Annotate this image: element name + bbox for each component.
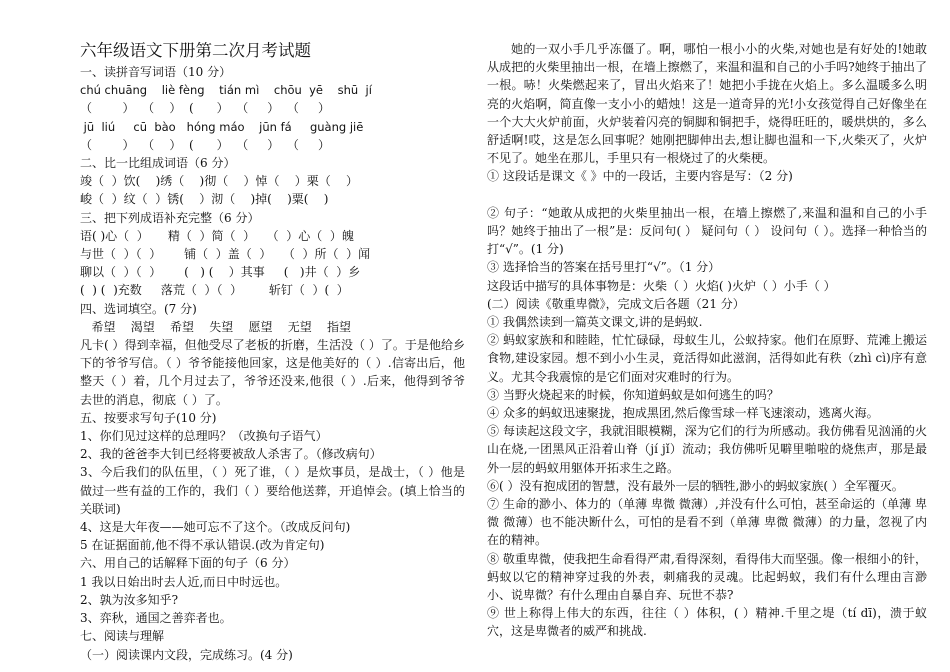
reading-question-2: ② 句子：“她敢从成把的火柴里抽出一根，在墙上擦燃了,来温和温和自己的小手吗？她终于抽出了一根”是：反问句( ） 疑问句（ ） 设问句（ ）。选择一种恰当的打“√”。(1 分): [487, 205, 927, 257]
article-paragraph-5: ⑤ 每读起这段文字，我就泪眼模糊，深为它们的行为所感动。我仿佛看见汹涌的火山在烧,一团黑风正沿着山脊（jí jǐ）流动；我仿佛听见噼里啪啦的烧焦声，那是最外一层的蚂蚁用躯体开拓求生之路。: [487, 424, 927, 475]
explain-sentence-3: 3、弈秋，通国之善弈者也。: [80, 611, 232, 626]
article-paragraph-9: ⑨ 世上称得上伟大的东西，往往（ ）体积，( ）精神.千里之堤（tí dī)，溃于蚁穴，这是卑微者的威严和挑战.: [487, 606, 927, 639]
section5-heading: 五、按要求写句子(10 分): [80, 410, 217, 425]
reading-question-3: ③ 选择恰当的答案在括号里打“√”。（1 分）: [487, 260, 721, 275]
article-paragraph-4: ④ 众多的蚂蚁迅速聚拢，抱成黑团,然后像雪球一样飞速滚动，逃离火海。: [487, 406, 879, 421]
article-paragraph-1: ① 我偶然读到一篇英文课文,讲的是蚂蚁.: [487, 315, 703, 330]
reading-question-1: ① 这段话是课文《 》中的一段话，主要内容是写：（2 分): [487, 169, 793, 184]
explain-sentence-1: 1 我以日始出时去人近,而日中时远也。: [80, 574, 288, 589]
idiom-row-3: 聊以（ ）（ ） ( ) ( ）其事 ( )井（ ）乡: [80, 265, 361, 280]
answer-blanks-row-2: （ ） （ ） ( ） （ ） （ ）: [80, 137, 331, 152]
article-paragraph-7: ⑦ 生命的渺小、体力的（单薄 卑微 微薄）,并没有什么可怕，甚至命运的（单薄 卑微 微薄）也不能决断什么，可怕的是看不到（单薄 卑微 微薄）的力量，忽视了内在的精神。: [487, 497, 927, 548]
article-paragraph-6: ⑥( ）没有抱成团的智慧，没有最外一层的牺牲,渺小的蚂蚁家族( ）全军覆灭。: [487, 478, 904, 493]
reading-question-3-options: 这段话中描写的具体事物是：火柴（ ）火焰( )火炉（ ）小手（ ）: [487, 278, 836, 293]
section2-heading: 二、比一比组成词语（6 分）: [80, 156, 236, 171]
section6-heading: 六、用自己的话解释下面的句子（6 分）: [80, 556, 296, 571]
sentence-task-4: 4、这是大年夜——她可忘不了这个。（改成反问句): [80, 520, 351, 535]
idiom-row-2: 与世（ ）（ ） 铺（ ）盖（ ） （ ）所（ ）闻: [80, 247, 371, 262]
reading-passage: 她的一双小手几乎冻僵了。啊，哪怕一根小小的火柴,对她也是有好处的!她敢从成把的火柴里抽出一根，在墙上擦燃了，来温和温和自己的小手吗?她终于抽出了一根。哧！火柴燃起来了，冒出火焰来了！她把小手拢在火焰上。多么温暖多么明亮的火焰啊，简直像一支小小的蜡烛！这是一道奇异的光!小女孩觉得自己好像坐在一个大大火炉前面，火炉装着闪亮的铜脚和铜把手，烧得旺旺的，暖烘烘的，多么舒适啊!哎，这是怎么回事呢？她刚把脚伸出去,想让脚也温和一下,火柴灭了，火炉不见了。她坐在那儿，手里只有一根烧过了的火柴梗。: [487, 42, 927, 166]
sentence-task-5: 5 在证据面前,他不得不承认错误.(改为肯定句): [80, 538, 325, 553]
exam-title: 六年级语文下册第二次月考试题: [80, 41, 311, 60]
answer-blanks-row-1: （ ） （ ） ( ） （ ） （ ）: [80, 101, 331, 116]
pinyin-row-2: jū liú cū bào hóng máo jūn fá guàng jiē: [80, 119, 364, 134]
reading-part2-heading: (二）阅读《敬重卑微》，完成文后各题（21 分）: [487, 296, 745, 311]
explain-sentence-2: 2、孰为汝多知乎?: [80, 592, 179, 607]
section7-heading: 七、阅读与理解: [80, 629, 165, 644]
sentence-task-2: 2、我的爸爸李大钊已经将要被敌人杀害了。（修改病句）: [80, 447, 382, 462]
section4-heading: 四、选词填空。(7 分): [80, 301, 197, 316]
reading-part1-heading: （一）阅读课内文段，完成练习。(4 分): [80, 647, 293, 662]
left-column: [80, 40, 465, 664]
compare-words-row-2: 峻（ ）纹（ ）锈( ）沏（ )掉( )粟( ): [80, 192, 329, 207]
idiom-row-1: 语( )心（ ） 精（ ）简（ ） （ ）心（ ）魄: [80, 228, 354, 243]
article-paragraph-2: ② 蚂蚁家族和和睦睦，忙忙碌碌，母蚁生儿，公蚁持家。他们在原野、荒滩上搬运食物,建设家园。想不到小小生灵，竟活得如此滋润，活得如此有秩（zhì cì)序有意义。尤其令我震惊的是它们面对灾难时的行为。: [487, 333, 927, 384]
sentence-task-3: 3、今后我们的队伍里，（ ）死了谁，（ ）是炊事员，是战士，（ ）他是做过一些有益的工作的，我们（ ）要给他送葬，开追悼会。(填上恰当的关联词): [80, 465, 465, 516]
section1-heading: 一、读拼音写词语（10 分）: [80, 65, 232, 79]
fill-in-paragraph: 凡卡( ）得到幸福，但他受尽了老板的折磨，生活没（ ）了。于是他给乡下的爷爷写信。（ ）爷爷能接他回家，这是他美好的（ ）.信寄出后，他整天（ ）着，几个月过去了，爷爷还没来,他很（ ）.后来，他得到爷爷去世的消息，彻底（ ）了。: [80, 338, 465, 407]
word-choices: 希望 渴望 希望 失望 愿望 无望 指望: [80, 319, 351, 334]
sentence-task-1: 1、你们见过这样的总理吗？（改换句子语气）: [80, 429, 328, 444]
article-paragraph-3: ③ 当野火烧起来的时候，你知道蚂蚁是如何逃生的吗？: [487, 387, 779, 402]
answer-space: [487, 186, 927, 204]
right-column: [487, 40, 927, 641]
idiom-row-4: ( ) ( )充数 落荒（ ）（ ） 斩钉（ ）( ）: [80, 283, 349, 298]
compare-words-row-1: 竣（ ）饮( )绣（ )彻（ ）悼（ ）栗（ ）: [80, 174, 358, 189]
pinyin-row-1: chú chuāng liè fèng tián mì chōu yē shū jí: [80, 83, 372, 98]
article-paragraph-8: ⑧ 敬重卑微，使我把生命看得严肃,看得深刻，看得伟大而坚强。像一根细小的针，蚂蚁以它的精神穿过我的外表，刺痛我的灵魂。比起蚂蚁，我们有什么理由言渺小、说卑微？有什么理由自暴自弃、玩世不恭?: [487, 551, 927, 603]
section3-heading: 三、把下列成语补充完整（6 分）: [80, 210, 260, 225]
